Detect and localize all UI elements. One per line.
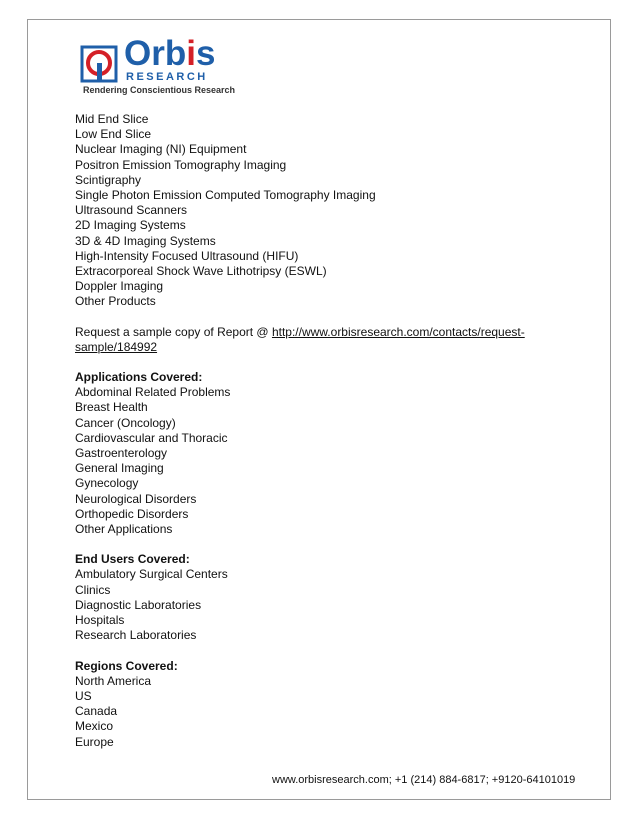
logo-sub-text: RESEARCH xyxy=(126,71,208,83)
list-item: Cancer (Oncology) xyxy=(75,415,176,430)
list-item: Abdominal Related Problems xyxy=(75,385,231,400)
logo-mark-icon xyxy=(80,43,120,83)
list-item: Research Laboratories xyxy=(75,628,197,643)
end-users-section xyxy=(75,552,545,643)
list-item: Gynecology xyxy=(75,476,139,491)
document-body xyxy=(75,112,545,750)
regions-heading: Regions Covered: xyxy=(75,658,178,673)
list-item: Mexico xyxy=(75,719,114,734)
list-item: Canada xyxy=(75,704,118,719)
sample-request-link-continued[interactable]: sample/184992 xyxy=(75,339,158,354)
list-item: Low End Slice xyxy=(75,127,152,142)
page-footer: www.orbisresearch.com; +1 (214) 884-6817; +9120-64101019 xyxy=(272,774,576,786)
list-item: North America xyxy=(75,673,152,688)
list-item: Ultrasound Scanners xyxy=(75,203,188,218)
list-item: Gastroenterology xyxy=(75,446,168,461)
list-item: Single Photon Emission Computed Tomography Imaging xyxy=(75,188,376,203)
list-item: Nuclear Imaging (NI) Equipment xyxy=(75,142,247,157)
list-item: Other Products xyxy=(75,294,156,309)
applications-section xyxy=(75,370,545,537)
list-item: Diagnostic Laboratories xyxy=(75,597,202,612)
list-item: Neurological Disorders xyxy=(75,491,197,506)
sample-request xyxy=(75,325,545,355)
list-item: Doppler Imaging xyxy=(75,279,164,294)
list-item: Hospitals xyxy=(75,613,125,628)
logo-tagline: Rendering Conscientious Research xyxy=(83,85,236,95)
list-item: Europe xyxy=(75,734,114,749)
list-item: Orthopedic Disorders xyxy=(75,506,189,521)
list-item: 3D & 4D Imaging Systems xyxy=(75,233,216,248)
list-item: Mid End Slice xyxy=(75,112,149,126)
sample-request-text: Request a sample copy of Report @ xyxy=(75,324,272,339)
orbis-research-logo xyxy=(80,34,236,96)
products-list xyxy=(75,112,545,310)
list-item: Positron Emission Tomography Imaging xyxy=(75,157,287,172)
list-item: Breast Health xyxy=(75,400,148,415)
sample-request-link[interactable]: http://www.orbisresearch.com/contacts/request- xyxy=(271,324,525,339)
list-item: Clinics xyxy=(75,582,111,597)
list-item: Extracorporeal Shock Wave Lithotripsy (ESWL) xyxy=(75,264,327,279)
list-item: Other Applications xyxy=(75,522,173,537)
end-users-heading: End Users Covered: xyxy=(75,552,190,567)
applications-heading: Applications Covered: xyxy=(75,370,203,385)
list-item: General Imaging xyxy=(75,461,164,476)
list-item: 2D Imaging Systems xyxy=(75,218,186,233)
list-item: US xyxy=(75,688,92,703)
list-item: Scintigraphy xyxy=(75,172,142,187)
list-item: Cardiovascular and Thoracic xyxy=(75,430,228,445)
regions-section xyxy=(75,659,545,750)
list-item: Ambulatory Surgical Centers xyxy=(75,567,228,582)
list-item: High-Intensity Focused Ultrasound (HIFU) xyxy=(75,248,299,263)
logo-brand-text: Orbis xyxy=(124,34,216,73)
